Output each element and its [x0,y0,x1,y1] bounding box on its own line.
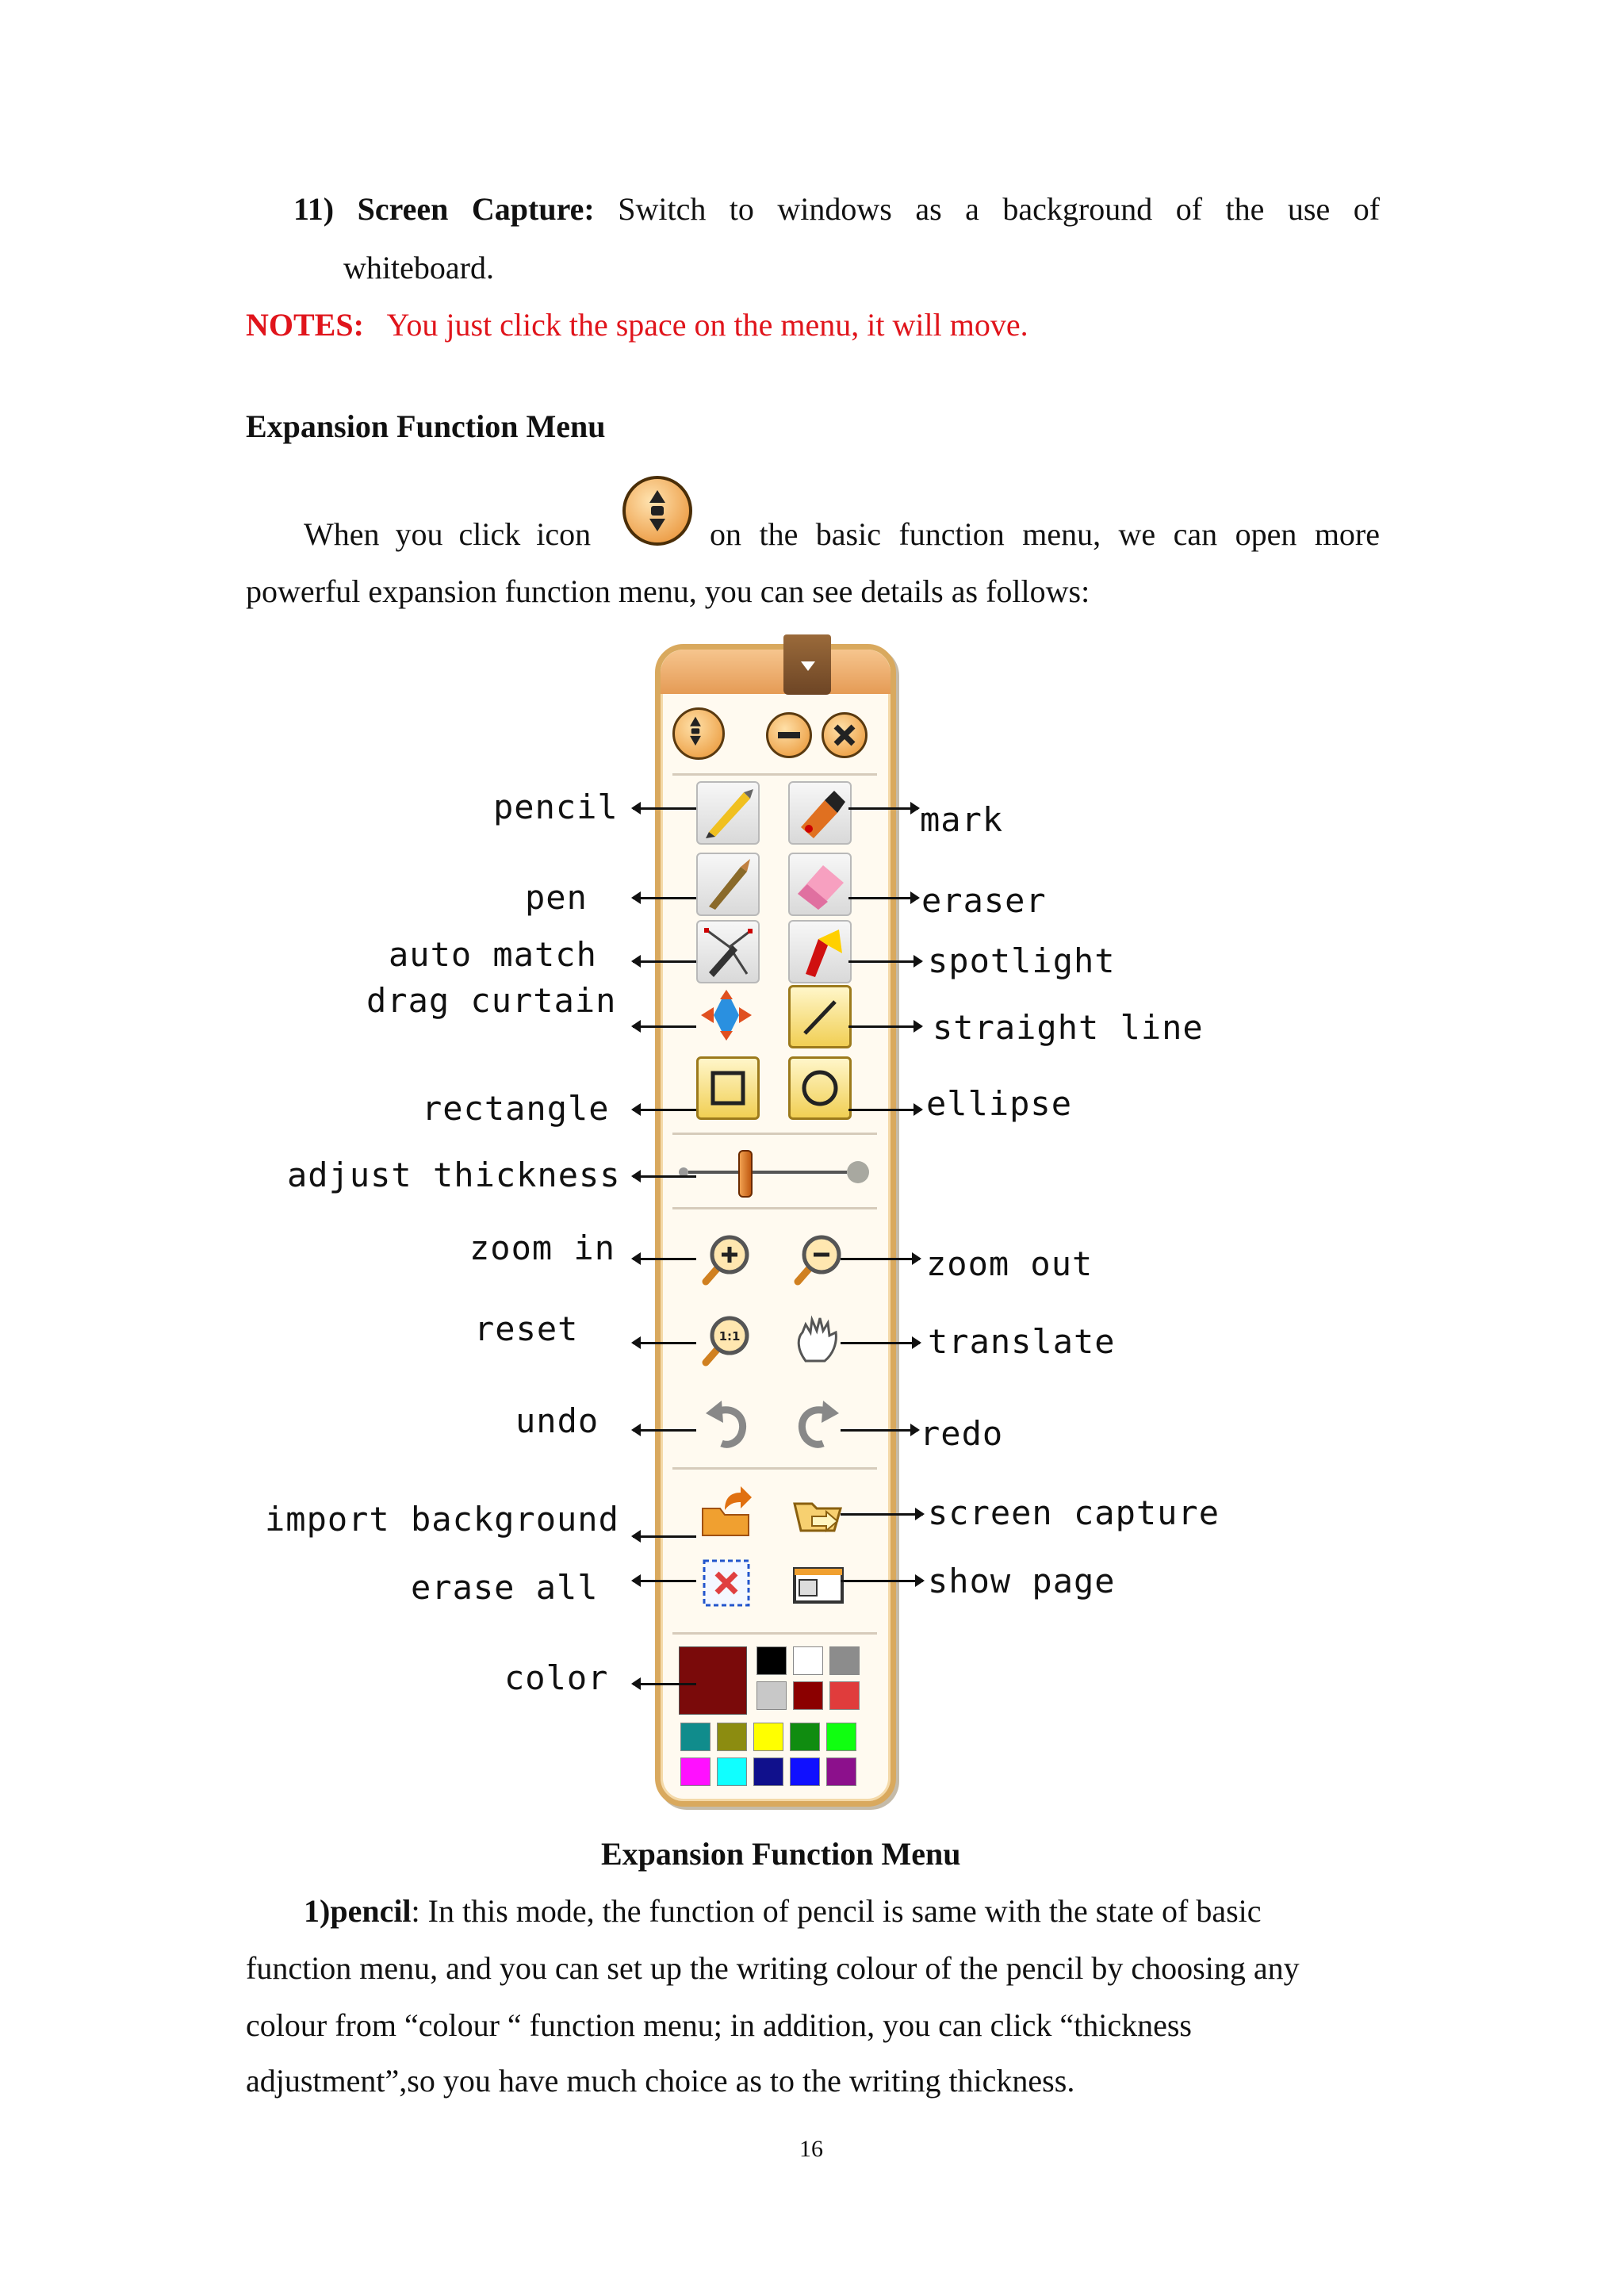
item-11-line1 [293,190,1380,228]
redo-button[interactable] [788,1394,852,1458]
label-mark: mark [920,800,1004,839]
auto-match-button[interactable] [696,920,760,983]
color-swatch[interactable] [826,1723,856,1751]
label-redo: redo [920,1414,1004,1453]
label-reset: reset [474,1309,579,1348]
screen-capture-button[interactable] [788,1480,852,1543]
arrow-color [633,1683,696,1685]
arrow-zoom-in [633,1258,696,1260]
translate-button[interactable] [788,1309,852,1372]
reset-zoom-button[interactable] [696,1309,760,1372]
color-swatch[interactable] [717,1723,747,1751]
label-pen: pen [525,878,588,917]
label-adjust-thickness: adjust thickness [287,1156,621,1194]
thickness-slider-thumb[interactable] [738,1150,753,1198]
pencil-title: 1)pencil [304,1893,412,1929]
arrow-reset [633,1342,696,1344]
label-zoom-in: zoom in [469,1228,616,1267]
mark-button[interactable] [788,781,852,845]
pencil-line4: adjustment”,so you have much choice as to the writing thickness. [246,2063,1075,2099]
color-swatch[interactable] [829,1646,860,1675]
arrow-spotlight [848,960,921,963]
notes-text: You just click the space on the menu, it will move. [386,307,1028,343]
spotlight-button[interactable] [788,920,852,983]
color-swatch[interactable] [829,1681,860,1710]
notes [246,306,1028,344]
show-page-button[interactable] [788,1553,852,1616]
color-swatch[interactable] [756,1681,787,1710]
color-swatch[interactable] [717,1757,747,1786]
eraser-button[interactable] [788,853,852,916]
section-heading: Expansion Function Menu [246,408,606,444]
thickness-slider[interactable] [679,1150,869,1194]
label-translate: translate [928,1322,1116,1361]
pencil-button[interactable] [696,781,760,845]
pencil-line2: function menu, and you can set up the writing colour of the pencil by choosing any [246,1950,1300,1986]
erase-all-button[interactable] [696,1553,760,1616]
arrow-eraser [848,897,918,899]
expand-toggle-button[interactable] [672,707,725,760]
label-undo: undo [515,1401,599,1440]
rectangle-button[interactable] [696,1056,760,1120]
label-pencil: pencil [493,788,619,826]
import-background-button[interactable] [696,1480,760,1543]
color-swatch[interactable] [793,1646,823,1675]
figure-caption: Expansion Function Menu [601,1836,961,1872]
pencil-line1 [304,1892,1262,1930]
arrow-rectangle [633,1109,696,1111]
color-swatch[interactable] [826,1757,856,1786]
close-button[interactable] [822,712,868,758]
arrow-mark [848,807,918,810]
straight-line-button[interactable] [788,985,852,1048]
pencil-line3: colour from “colour “ function menu; in addition, you can click “thickness [246,2007,1192,2043]
color-swatch[interactable] [790,1723,820,1751]
arrow-adjust-thickness [633,1175,696,1178]
page-number: 16 [799,2136,823,2162]
drag-curtain-button[interactable] [696,985,760,1048]
thickness-max-dot [847,1161,869,1183]
label-ellipse: ellipse [926,1084,1073,1123]
item-11-number: 11) [293,191,335,227]
color-swatch[interactable] [753,1723,783,1751]
arrow-drag-curtain [633,1025,696,1028]
arrow-zoom-out [841,1258,920,1260]
arrow-import-background [633,1535,696,1538]
separator [672,1467,877,1470]
color-swatch[interactable] [790,1757,820,1786]
notes-label: NOTES: [246,307,364,343]
color-swatch[interactable] [753,1757,783,1786]
separator [672,1207,877,1209]
current-color-swatch[interactable] [679,1646,747,1715]
label-import-background: import background [265,1500,619,1539]
intro-part1: When you click icon [304,516,592,552]
label-drag-curtain: drag curtain [366,981,617,1020]
undo-button[interactable] [696,1394,760,1458]
label-auto-match: auto match [389,935,597,974]
intro-line2: powerful expansion function menu, you can see details as follows: [246,573,1090,609]
separator [672,1133,877,1135]
arrow-screen-capture [841,1513,923,1516]
label-erase-all: erase all [411,1568,599,1607]
color-swatch[interactable] [680,1757,710,1786]
arrow-redo [841,1429,918,1432]
svg-text:1:1: 1:1 [718,1329,741,1343]
label-screen-capture: screen capture [928,1493,1220,1532]
label-spotlight: spotlight [928,941,1116,980]
item-11-title: Screen Capture: [357,191,595,227]
color-swatch[interactable] [793,1681,823,1710]
separator [672,1632,877,1635]
thickness-slider-track [688,1171,847,1174]
arrow-pencil [633,807,696,810]
arrow-straight-line [848,1025,921,1028]
arrow-ellipse [848,1109,921,1111]
expand-toggle-icon [622,476,692,546]
pen-button[interactable] [696,853,760,916]
expansion-menu-panel [655,634,899,1810]
color-swatch[interactable] [756,1646,787,1675]
intro-part2: on the basic function menu, we can open more [710,516,1380,552]
arrow-undo [633,1429,696,1432]
arrow-show-page [841,1580,923,1582]
color-swatch[interactable] [680,1723,710,1751]
separator [672,773,877,776]
pencil-line1-text: : In this mode, the function of pencil is same with the state of basic [411,1893,1262,1929]
panel-collapse-tab[interactable] [783,634,831,695]
label-show-page: show page [928,1562,1116,1600]
arrow-pen [633,897,696,899]
label-color: color [504,1658,609,1697]
label-rectangle: rectangle [422,1089,610,1128]
arrow-erase-all [633,1580,696,1582]
arrow-auto-match [633,960,696,963]
label-eraser: eraser [921,881,1047,920]
item-11-line2: whiteboard. [343,250,494,286]
label-zoom-out: zoom out [926,1244,1094,1283]
color-palette [679,1646,877,1791]
item-11-text: Switch to windows as a background of the use of [618,191,1381,227]
panel-header[interactable] [661,650,891,694]
minimize-button[interactable] [766,712,812,758]
arrow-translate [841,1342,920,1344]
zoom-in-button[interactable] [696,1228,760,1291]
label-straight-line: straight line [933,1008,1204,1047]
ellipse-button[interactable] [788,1056,852,1120]
